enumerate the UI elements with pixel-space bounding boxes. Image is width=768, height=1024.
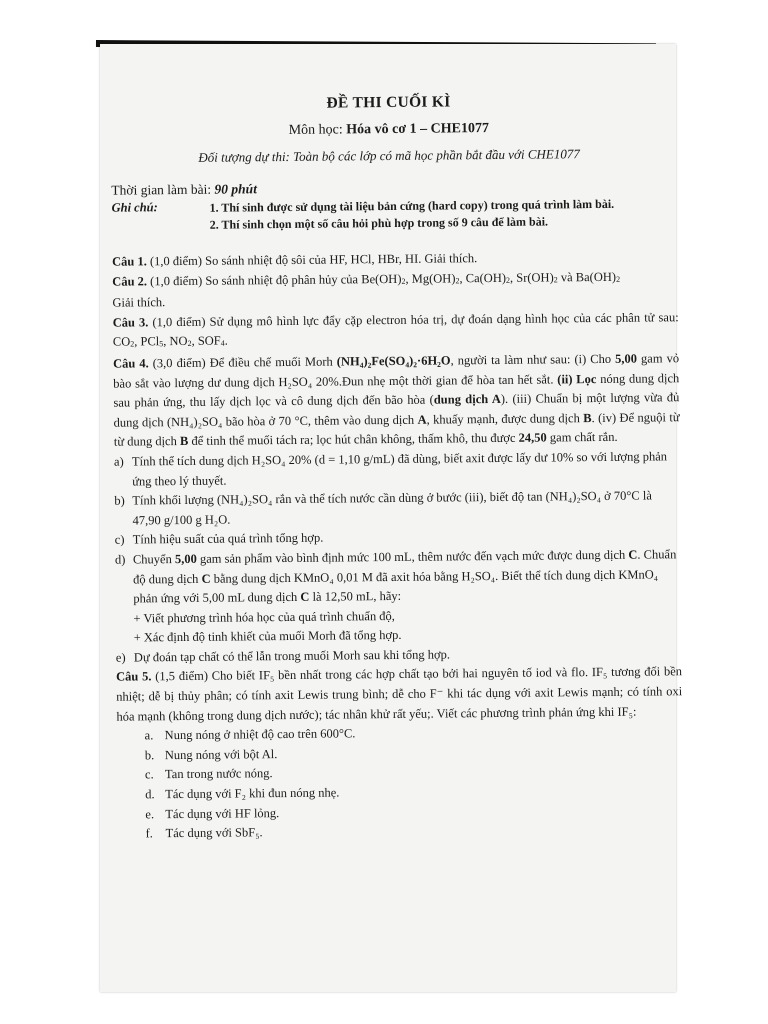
course-label: Môn học: xyxy=(288,122,347,138)
question-text: và Ba(OH) xyxy=(557,269,617,284)
item-marker: d. xyxy=(145,787,155,802)
subquestion-d xyxy=(115,545,682,609)
subquestion-text: Tính hiệu suất của quá trình tổng hợp. xyxy=(132,530,324,547)
solution-c-ref: C xyxy=(201,571,211,586)
subquestion-marker: a) xyxy=(113,454,124,469)
question-text: , PCl xyxy=(134,334,160,349)
item-marker: a. xyxy=(144,728,154,743)
morh-formula: (NH₄)₂Fe(SO₄)₂·6H₂O xyxy=(336,353,451,369)
question-text: nóng dung dịch sau phản ứng, thu lấy dịch lọc và cô dung dịch đến bão hòa ( xyxy=(113,370,680,410)
time-label: Thời gian làm bài: xyxy=(111,181,215,198)
question-4 xyxy=(113,349,680,452)
question-5-items xyxy=(117,721,684,844)
subquestion-text-part: . Chuẩn độ dung dịch xyxy=(133,547,677,586)
product-mass: 24,50 xyxy=(518,430,547,446)
question-label: Câu 1. xyxy=(112,254,147,269)
subquestion-text xyxy=(133,545,682,609)
item-text: Nung nóng với bột Al. xyxy=(164,746,278,763)
question-label: Câu 3. xyxy=(112,315,149,330)
question-text: Giải thích. xyxy=(112,295,166,310)
question-2 xyxy=(112,267,678,314)
question-5 xyxy=(116,663,683,727)
note-item: 2. Thí sinh chọn một số câu hỏi phù hợp trong số 9 câu để làm bài. xyxy=(209,214,549,232)
item-marker: c. xyxy=(144,767,154,782)
subquestion-marker: b) xyxy=(114,493,125,508)
subquestion-b xyxy=(114,486,680,531)
course-line xyxy=(101,119,677,141)
subquestion-marker: d) xyxy=(114,552,126,567)
q5-item-f xyxy=(117,819,683,844)
item-marker: b. xyxy=(144,748,155,763)
questions-content xyxy=(112,247,684,844)
subquestion-text: + Xác định độ tinh khiết của muối Morh đã tổng hợp. xyxy=(133,628,402,645)
subscript: 2 xyxy=(401,276,406,286)
indent-spacer xyxy=(116,629,134,649)
question-text: (1,0 điểm) So sánh nhiệt độ phân hủy của Be(OH) xyxy=(146,271,402,288)
subscript: 2 xyxy=(553,274,558,285)
subquestion-a xyxy=(114,447,680,492)
target-audience: Đối tượng dự thi: Toàn bộ các lớp có mã học phần bắt đầu với CHE1077 xyxy=(198,146,580,165)
subscript: 2 xyxy=(455,275,460,285)
item-text: Nung nóng ở nhiệt độ cao trên 600°C. xyxy=(164,726,356,743)
solution-c-ref: C xyxy=(300,589,310,604)
item-text: Tác dụng với HF lỏng. xyxy=(165,805,280,821)
question-3 xyxy=(113,308,679,355)
subquestion-text-part: bằng dung dịch KMnO₄ 0,01 M đã axit hóa bằng H₂SO₄. Biết thể tích dung dịch KMnO₄ phản ứng với 5,00 mL dung dịch xyxy=(133,566,659,606)
subscript: 2 xyxy=(616,274,621,284)
exam-title: ĐỀ THI CUỐI KÌ xyxy=(326,93,451,112)
question-text: . xyxy=(224,333,228,348)
exam-page xyxy=(100,41,685,994)
question-text: (1,0 điểm) Sử dụng mô hình lực đẩy cặp electron hóa trị, dự đoán dạng hình học của các phân tử sau: CO xyxy=(112,310,679,350)
question-text: , Ca(OH) xyxy=(459,270,507,285)
question-text: , khuấy mạnh, được dung dịch xyxy=(426,410,584,427)
subquestion-text: Dự đoán tạp chất có thể lẫn trong muối Morh sau khi tổng hợp. xyxy=(133,647,451,665)
item-marker: f. xyxy=(145,826,153,841)
subquestion-text-part: là 12,50 mL, hãy: xyxy=(309,588,402,604)
question-text: , NO xyxy=(163,334,188,349)
subscript: 4 xyxy=(220,338,225,348)
solution-a-ref: A xyxy=(417,412,427,427)
question-text: . (iv) Để nguội từ từ dung dịch xyxy=(113,409,680,449)
item-marker: e. xyxy=(145,806,155,821)
exam-sheet xyxy=(100,44,683,992)
solution-b: B xyxy=(583,410,592,425)
subquestion-marker: e) xyxy=(115,650,126,665)
sample-mass: 5,00 xyxy=(174,551,197,566)
question-text: để tinh thể muối tách ra; lọc hút chân không, thấm khô, thu được xyxy=(188,431,519,449)
time-line xyxy=(111,181,257,198)
subscript: 2 xyxy=(130,339,135,349)
solution-a: dung dịch A xyxy=(433,392,501,407)
question-text: gam vỏ bào sắt vào lượng dư dung dịch H₂SO₄ 20%.Đun nhẹ một thời gian để hòa tan hết sắt. xyxy=(113,351,680,391)
subscript: 2 xyxy=(505,275,511,285)
question-text: , SOF xyxy=(191,333,221,349)
indent-spacer xyxy=(115,609,133,629)
item-text: Tác dụng với SbF₅. xyxy=(165,825,263,841)
subquestion-text-part: gam sản phẩm vào bình định mức 100 mL, thêm nước đến vạch mức được dung dịch xyxy=(196,547,629,566)
iron-mass: 5,00 xyxy=(615,351,638,366)
question-label: Câu 5. xyxy=(115,669,152,685)
subquestion-marker: c) xyxy=(114,532,125,547)
item-text: Tác dụng với F₂ khi đun nóng nhẹ. xyxy=(165,785,340,802)
question-text: , người ta làm như sau: (i) Cho xyxy=(450,351,616,368)
time-value: 90 phút xyxy=(214,181,257,197)
question-text: , Mg(OH) xyxy=(405,270,456,286)
question-text: ). (iii) Chuẩn bị một lượng vừa đủ dung dịch (NH₄)₂SO₄ bão hòa ở 70 °C, thêm vào dung dịch xyxy=(113,390,680,430)
question-label: Câu 2. xyxy=(112,273,148,289)
subquestion-text: Tính khối lượng (NH₄)₂SO₄ rắn và thể tích nước cần dùng ở bước (iii), biết độ tan (NH₄)₂SO₄ ở 70°C là 47,90 g/100 g H₂O. xyxy=(132,488,652,528)
question-text: (1,0 điểm) So sánh nhiệt độ sôi của HF, HCl, HBr, HI. Giải thích. xyxy=(146,251,478,269)
note-item: 1. Thí sinh được sử dụng tài liệu bản cứng (hard copy) trong quá trình làm bài. xyxy=(209,196,615,215)
item-text: Tan trong nước nóng. xyxy=(164,766,273,782)
question-text: gam chất rắn. xyxy=(546,430,618,445)
question-label: Câu 4. xyxy=(112,356,149,371)
question-text: (3,0 điểm) Để điều chế muối Morh xyxy=(148,354,337,371)
subscript: 2 xyxy=(187,339,192,349)
subquestion-text: + Viết phương trình hóa học của quá trình chuẩn độ, xyxy=(133,608,395,626)
notes-label: Ghi chú: xyxy=(111,200,158,215)
course-name: Hóa vô cơ 1 – CHE1077 xyxy=(346,121,490,138)
solution-b-ref: B xyxy=(179,434,189,449)
step-ii: (ii) Lọc xyxy=(557,371,597,386)
subquestion-text: Tính thể tích dung dịch H₂SO₄ 20% (d = 1,10 g/mL) đã dùng, biết axit được lấy dư 10% so với lượng phản ứng theo lý thuyết. xyxy=(131,449,668,489)
question-text: , Sr(OH) xyxy=(509,270,554,285)
question-text: (1,5 điểm) Cho biết IF₅ bền nhất trong các hợp chất tạo bởi hai nguyên tố iod và flo. IF₅ tương đối bền nhiệt; dễ bị thủy phân; có tính axit Lewis trung bình; dễ cho F⁻ khi tác dụng với axit Lewis mạnh; có tính oxi hóa mạnh (không trong dung dịch nước); tác nhân khử rất yếu;. Viết các phương trình phản ứng khi IF₅: xyxy=(116,664,683,724)
solution-c: C xyxy=(628,547,638,562)
subquestion-text-part: Chuyển xyxy=(132,551,176,567)
subscript: 5 xyxy=(159,339,164,349)
